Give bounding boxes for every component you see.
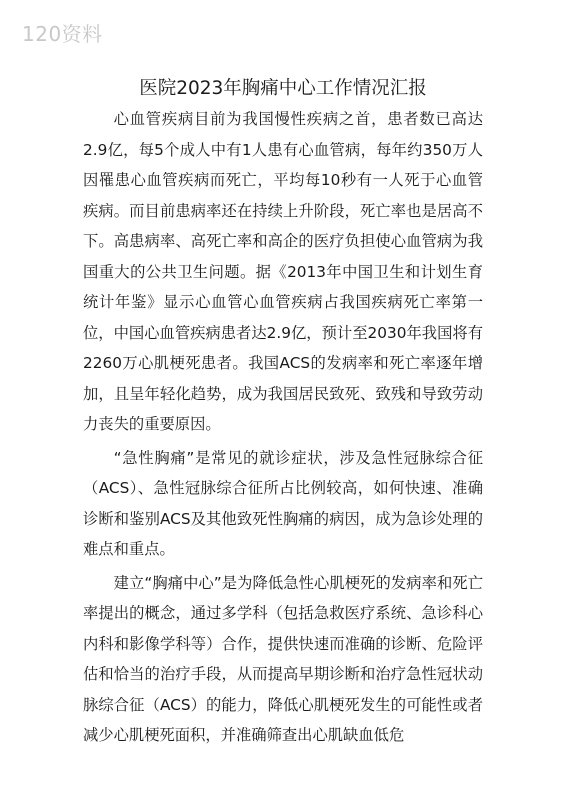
document-title: 医院2023年胸痛中心工作情况汇报 <box>139 78 427 99</box>
paragraph-acute-chest-pain: “急性胸痛”是常见的就诊症状，涉及急性冠脉综合征（ACS）、急性冠脉综合征所占比例较高，如何快速、准确诊断和鉴别ACS及其他致死性胸痛的病因，成为急诊处理的难点和重点。 <box>83 448 483 558</box>
watermark: 120资料 <box>22 22 103 46</box>
paragraph-chest-pain-center: 建立“胸痛中心”是为降低急性心肌梗死的发病率和死亡率提出的概念，通过多学科（包括急救医疗系统、急诊科心内科和影像学科等）合作，提供快速而准确的诊断、危险评估和恰当的治疗手段，从而提高早期诊断和治疗急性冠状动脉综合征（ACS）的能力，降低心肌梗死发生的可能性或者减少心肌梗死面积，并准确筛查出心肌缺血低危 <box>83 573 483 744</box>
paragraph-cvd-burden: 心血管疾病目前为我国慢性疾病之首，患者数已高达2.9亿，每5个成人中有1人患有心血管病，每年约350万人因罹患心血管疾病而死亡，平均每10秒有一人死于心血管疾病。而目前患病率还在持续上升阶段，死亡率也是居高不下。高患病率、高死亡率和高企的医疗负担使心血管病为我国重大的公共卫生问题。据《2013年中国卫生和计划生育统计年鉴》显示心血管心血管疾病占我国疾病死亡率第一位，中国心血管疾病患者达2.9亿，预计至2030年我国将有2260万心肌梗死患者。我国ACS的发病率和死亡率逐年增加，且呈年轻化趋势，成为我国居民致死、致残和导致劳动力丧失的重要原因。 <box>83 110 483 433</box>
document-body <box>83 76 483 751</box>
